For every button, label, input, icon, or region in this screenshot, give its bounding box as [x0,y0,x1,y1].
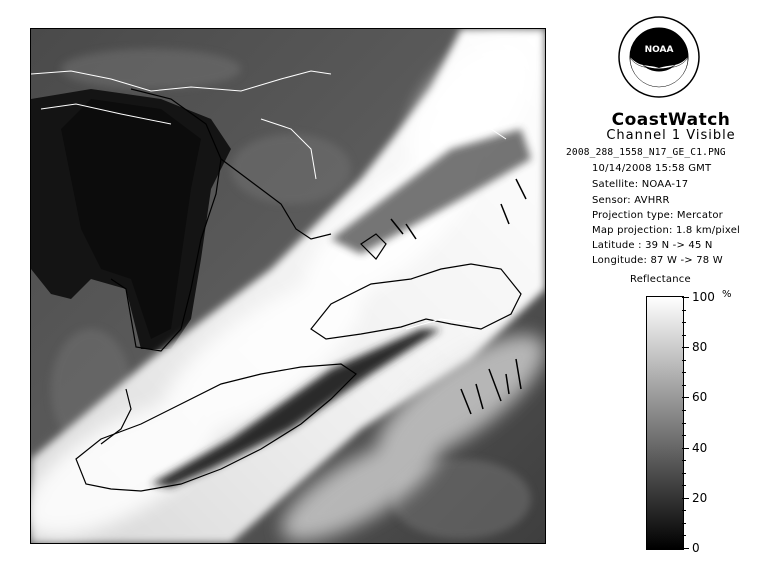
colorbar-tick-label: 80 [692,340,708,355]
file-name: 2008_288_1558_N17_GE_C1.PNG [566,147,726,158]
colorbar-major-tick [682,548,689,549]
colorbar-major-tick [682,498,689,499]
colorbar-minor-tick [682,485,686,486]
colorbar-tick-label: 100 [692,290,715,304]
channel-label: Channel 1 Visible [606,128,736,143]
satellite-name: Satellite: NOAA-17 [592,179,689,190]
colorbar-unit: % [722,289,732,300]
colorbar-major-tick [682,297,689,298]
longitude-range: Longitude: 87 W -> 78 W [592,255,723,266]
colorbar-minor-tick [682,535,686,536]
colorbar-minor-tick [682,473,686,474]
brand-title: CoastWatch [611,110,731,130]
noaa-logo [618,16,700,98]
colorbar-minor-tick [682,460,686,461]
colorbar-minor-tick [682,423,686,424]
colorbar-minor-tick [682,435,686,436]
colorbar-minor-tick [682,385,686,386]
colorbar-tick-label: 40 [692,440,708,455]
colorbar-tick-label: 0 [692,541,700,555]
colorbar-minor-tick [682,322,686,323]
colorbar-minor-tick [682,523,686,524]
map-projection: Map projection: 1.8 km/pixel [592,225,741,236]
colorbar-major-tick [682,448,689,449]
colorbar-minor-tick [682,310,686,311]
colorbar-minor-tick [682,360,686,361]
reflectance-colorbar [646,296,684,550]
colorbar-minor-tick [682,510,686,511]
date-time: 10/14/2008 15:58 GMT [592,163,712,174]
colorbar-title: Reflectance [630,274,691,285]
colorbar-major-tick [682,347,689,348]
satellite-image-canvas [31,29,545,543]
satellite-image [30,28,546,544]
colorbar-tick-label: 20 [692,490,708,505]
colorbar-tick-label: 60 [692,390,708,405]
colorbar-minor-tick [682,372,686,373]
colorbar-minor-tick [682,335,686,336]
sensor-name: Sensor: AVHRR [592,195,670,206]
colorbar-major-tick [682,397,689,398]
logo-text: NOAA [644,45,674,55]
latitude-range: Latitude : 39 N -> 45 N [592,240,713,251]
projection-type: Projection type: Mercator [592,210,723,221]
colorbar-minor-tick [682,410,686,411]
noaa-emblem-icon [618,16,700,98]
